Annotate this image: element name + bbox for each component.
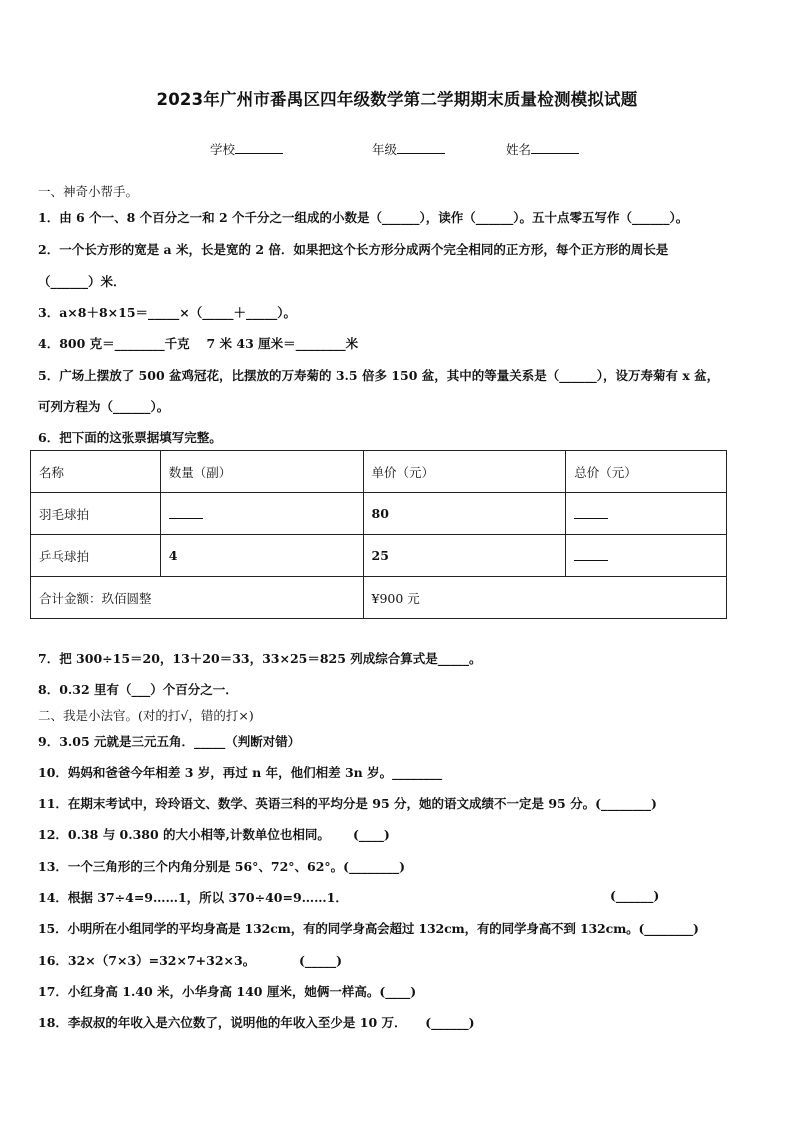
grade-blank[interactable] bbox=[397, 140, 445, 154]
question-1: 1．由 6 个一、8 个百分之一和 2 个千分之一组成的小数是（______），读作（______）。五十点零五写作（______）。 bbox=[38, 210, 689, 225]
row2-name: 乒乓球拍 bbox=[31, 535, 161, 577]
question-7: 7．把 300÷15＝20，13＋20＝33，33×25＝825 列成综合算式是_____。 bbox=[38, 651, 482, 666]
grade-label: 年级 bbox=[372, 142, 398, 157]
question-4: 4．800 克＝________千克 7 米 43 厘米＝________米 bbox=[38, 336, 359, 351]
name-blank[interactable] bbox=[531, 140, 579, 154]
question-14: 14．根据 37÷4=9……1，所以 370÷40=9……1． bbox=[38, 890, 348, 905]
name-label: 姓名 bbox=[506, 142, 532, 157]
question-5-line-2: 可列方程为（______）。 bbox=[38, 399, 170, 414]
question-13: 13．一个三角形的三个内角分别是 56°、72°、62°。(________) bbox=[38, 859, 406, 874]
sum-value: ¥900 元 bbox=[363, 577, 727, 619]
question-3: 3．a×8＋8×15＝_____×（_____＋_____）。 bbox=[38, 305, 297, 320]
receipt-row-badminton bbox=[31, 493, 727, 535]
name-field bbox=[506, 140, 579, 158]
header-total: 总价（元） bbox=[566, 451, 727, 493]
question-5-line-1: 5．广场上摆放了 500 盆鸡冠花，比摆放的万寿菊的 3.5 倍多 150 盆，其中的等量关系是（______），设万寿菊有 x 盆， bbox=[38, 368, 720, 383]
row1-name: 羽毛球拍 bbox=[31, 493, 161, 535]
question-10: 10．妈妈和爸爸今年相差 3 岁，再过 n 年，他们相差 3n 岁。________ bbox=[38, 765, 443, 780]
school-field bbox=[210, 140, 283, 158]
row2-price: 25 bbox=[363, 535, 566, 577]
school-blank[interactable] bbox=[235, 140, 283, 154]
question-12: 12．0.38 与 0.380 的大小相等,计数单位也相同。 (____) bbox=[38, 827, 390, 842]
receipt-table bbox=[30, 450, 727, 619]
school-label: 学校 bbox=[210, 142, 236, 157]
section-2-heading: 二、我是小法官。(对的打√，错的打×) bbox=[38, 708, 254, 723]
row1-total-cell bbox=[566, 493, 727, 535]
question-9: 9．3.05 元就是三元五角．_____（判断对错） bbox=[38, 734, 301, 749]
row1-qty-cell bbox=[160, 493, 363, 535]
row1-total-blank[interactable] bbox=[574, 506, 608, 519]
row1-qty-blank[interactable] bbox=[169, 506, 203, 519]
question-11: 11．在期末考试中，玲玲语文、数学、英语三科的平均分是 95 分，她的语文成绩不一定是 95 分。(________) bbox=[38, 796, 657, 811]
receipt-row-pingpong bbox=[31, 535, 727, 577]
row2-total-blank[interactable] bbox=[574, 548, 608, 561]
question-15: 15．小明所在小组同学的平均身高是 132cm，有的同学身高会超过 132cm，有的同学身高不到 132cm。(________) bbox=[38, 921, 699, 936]
row1-price: 80 bbox=[363, 493, 566, 535]
header-name: 名称 bbox=[31, 451, 161, 493]
row2-qty: 4 bbox=[160, 535, 363, 577]
question-17: 17．小红身高 1.40 米，小华身高 140 厘米，她俩一样高。(____) bbox=[38, 984, 417, 999]
grade-field bbox=[372, 140, 445, 158]
row2-total-cell bbox=[566, 535, 727, 577]
section-1-heading: 一、神奇小帮手。 bbox=[38, 184, 139, 199]
sum-label: 合计金额：玖佰圆整 bbox=[31, 577, 364, 619]
header-price: 单价（元） bbox=[363, 451, 566, 493]
question-2-line-2: （______）米． bbox=[38, 274, 126, 289]
receipt-sum-row bbox=[31, 577, 727, 619]
receipt-header-row bbox=[31, 451, 727, 493]
page-title: 2023年广州市番禺区四年级数学第二学期期末质量检测模拟试题 bbox=[156, 90, 638, 109]
header-qty: 数量（副） bbox=[160, 451, 363, 493]
question-8: 8．0.32 里有（___）个百分之一． bbox=[38, 682, 238, 697]
question-6: 6．把下面的这张票据填写完整。 bbox=[38, 430, 222, 445]
question-18: 18．李叔叔的年收入是六位数了，说明他的年收入至少是 10 万． (______) bbox=[38, 1015, 475, 1030]
question-2-line-1: 2．一个长方形的宽是 a 米，长是宽的 2 倍．如果把这个长方形分成两个完全相同的正方形，每个正方形的周长是 bbox=[38, 242, 669, 257]
question-14-answer: (______) bbox=[610, 888, 660, 903]
question-16: 16．32×（7×3）=32×7+32×3。 (_____) bbox=[38, 953, 343, 968]
